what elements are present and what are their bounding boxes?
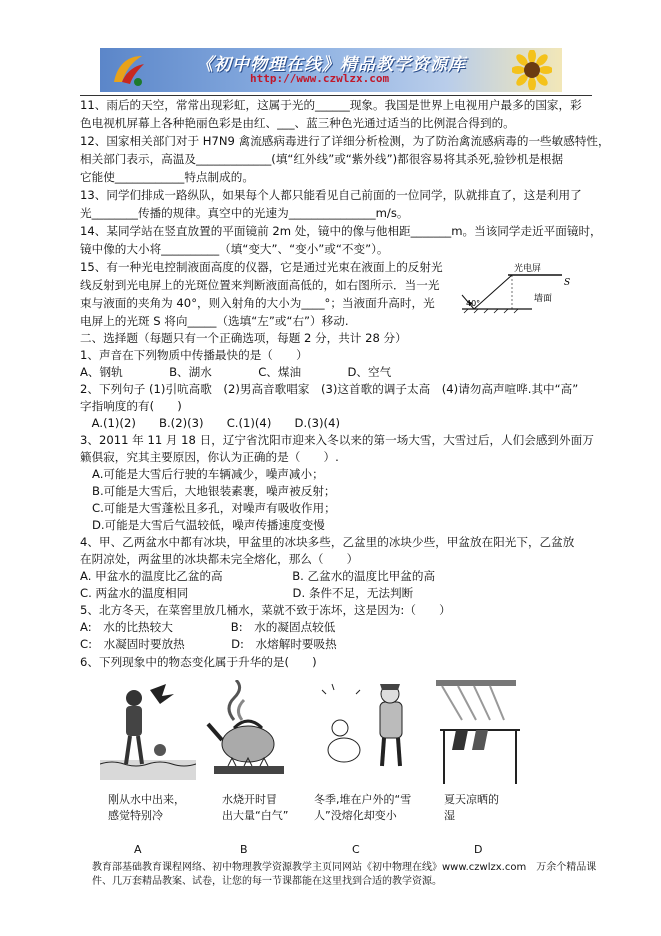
q11-line-1: 11、雨后的天空，常常出现彩虹，这属于光的______现象。我国是世界上电视用户最多的国家，彩 — [80, 98, 582, 112]
caption-c-line-1: 冬季,堆在户外的“雪 — [314, 793, 412, 806]
q12-line-1: 12、国家相关部门对于 H7N9 禽流感病毒进行了详细分析检测，为了防治禽流感病毒的一些敏感特性， — [80, 134, 610, 148]
caption-a-line-2: 感觉特别冷 — [108, 809, 163, 822]
choice-6-stem: 6、下列现象中的物态变化属于升华的是( ) — [80, 655, 317, 669]
boiling-kettle-picture — [204, 680, 300, 788]
spot-label: S — [564, 278, 571, 288]
caption-b-line-1: 水烧开时冒 — [222, 793, 277, 806]
q14-line-2: 镜中像的大小将__________（填“变大”、“变小”或“不变”）。 — [80, 242, 389, 256]
choice-5-stem: 5、北方冬天，在菜窖里放几桶水，菜就不致于冻坏，这是因为:（ ） — [80, 603, 451, 617]
choice-5-options-ab: A: 水的比热较大 B: 水的凝固点较低 — [80, 620, 336, 634]
q11-line-2: 色电视机屏幕上各种艳丽色彩是由红、___、蓝三种色光通过适当的比例混合得到的。 — [80, 116, 515, 130]
q12-line-2: 相关部门表示，高温及_____________(填“红外线”或“紫外线”)都很容易将其杀死,验钞机是根据 — [80, 152, 564, 166]
choice-4-options-ab: A. 甲盆水的温度比乙盆的高 B. 乙盆水的温度比甲盆的高 — [80, 569, 436, 583]
choice-5-options-cd: C: 水凝固时要放热 D: 水熔解时要吸热 — [80, 637, 337, 651]
choice-3-option-d: D.可能是大雪后气温较低，噪声传播速度变慢 — [92, 518, 325, 532]
choice-4-stem-1: 4、甲、乙两盆水中都有冰块，甲盆里的冰块多些，乙盆里的冰块少些，甲盆放在阳光下，乙盆放 — [80, 535, 575, 549]
option-b-label: B — [240, 843, 248, 856]
reflection-diagram — [452, 261, 578, 319]
q15-line-4: 电屏上的光斑 S 将向_____（选填“左”或“右”）移动. — [80, 314, 349, 328]
person-out-of-water-picture — [100, 680, 196, 788]
caption-b — [222, 792, 288, 824]
choice-2-stem-2: 字指响度的有( ) — [80, 399, 182, 413]
caption-d-line-1: 夏天凉晒的 — [444, 793, 499, 806]
choice-3-option-a: A.可能是大雪后行驶的车辆减少，噪声减小； — [92, 467, 324, 481]
snowman-picture — [320, 680, 416, 788]
q13-line-1: 13、同学们排成一路纵队，如果每个人都只能看见自己前面的一位同学，队就排直了，这是利用了 — [80, 188, 582, 202]
q15-line-1: 15、有一种光电控制液面高度的仪器，它是通过光束在液面上的反射光 — [80, 260, 443, 274]
logo-icon — [108, 52, 148, 88]
choice-1-stem: 1、声音在下列物质中传播最快的是（ ） — [80, 348, 308, 362]
caption-c — [314, 792, 411, 824]
option-d-label: D — [474, 843, 483, 856]
section-2-heading: 二、选择题（每题只有一个正确选项，每题 2 分，共计 28 分） — [80, 331, 407, 345]
caption-c-line-2: 人”没熔化却变小 — [314, 809, 397, 822]
angle-label: 40° — [466, 299, 481, 308]
caption-a — [108, 792, 185, 824]
choice-3-stem-2: 籁俱寂，究其主要原因，你认为正确的是（ ）. — [80, 450, 339, 464]
screen-label: 光电屏 — [514, 264, 542, 274]
q14-line-1: 14、某同学站在竖直放置的平面镜前 2m 处，镜中的像与他相距_______m。当该同学走近平面镜时， — [80, 224, 602, 238]
choice-6-figures — [92, 680, 552, 830]
wall-label: 墙面 — [534, 294, 553, 304]
choice-2-stem-1: 2、下列句子 (1)引吭高歌 (2)男高音歌唱家 (3)这首歌的调子太高 (4)请勿高声喧哗.其中“高” — [80, 382, 579, 396]
option-a-label: A — [134, 843, 142, 856]
q13-line-2: 光________传播的规律。真空中的光速为_______________m/s。 — [80, 206, 409, 220]
caption-b-line-2: 出大量“白气” — [222, 809, 289, 822]
caption-a-line-1: 刚从水中出来， — [108, 793, 185, 806]
choice-1-options: A、钢轨 B、湖水 C、煤油 D、空气 — [80, 365, 392, 379]
choice-3-stem-1: 3、2011 年 11 月 18 日，辽宁省沈阳市迎来入冬以来的第一场大雪，大雪过后，人们会感到外面万 — [80, 433, 594, 447]
choice-4-stem-2: 在阴凉处，两盆里的冰块都未完全熔化，那么（ ） — [80, 552, 359, 566]
choice-4-options-cd: C. 两盆水的温度相同 D. 条件不足，无法判断 — [80, 586, 414, 600]
sunflower-icon — [512, 50, 552, 90]
option-c-label: C — [352, 843, 360, 856]
q15-line-3: 束与液面的夹角为 40°，则入射角的大小为____°；当液面升高时，光 — [80, 296, 435, 310]
q15-line-2: 线反射到光电屏上的光斑位置来判断液面高低的，如右图所示．当一光 — [80, 278, 440, 292]
footer-line-1: 教育部基础教育课程网络、初中物理教学资源教学主页同网站《初中物理在线》www.czwlzx.com 万余个精品课 — [92, 862, 597, 873]
header-rule — [80, 95, 592, 96]
drying-clothes-picture — [432, 680, 528, 788]
banner-title: 《初中物理在线》精品教学资源库 — [196, 55, 466, 75]
choice-3-option-b: B.可能是大雪后，大地银装素裹，噪声被反射； — [92, 484, 336, 498]
banner-url[interactable]: http://www.czwlzx.com — [250, 72, 390, 85]
footer-line-2: 件、几万套精品教案、试卷，让您的每一节课都能在这里找到合适的教学资源。 — [92, 876, 442, 887]
choice-3-option-c: C.可能是大雪蓬松且多孔，对噪声有吸收作用； — [92, 501, 336, 515]
caption-d-line-2: 湿 — [444, 809, 455, 822]
caption-d — [444, 792, 499, 824]
header-banner — [100, 48, 562, 92]
choice-2-options: A.(1)(2) B.(2)(3) C.(1)(4) D.(3)(4) — [80, 416, 340, 430]
q12-line-3: 它能使____________特点制成的。 — [80, 170, 254, 184]
